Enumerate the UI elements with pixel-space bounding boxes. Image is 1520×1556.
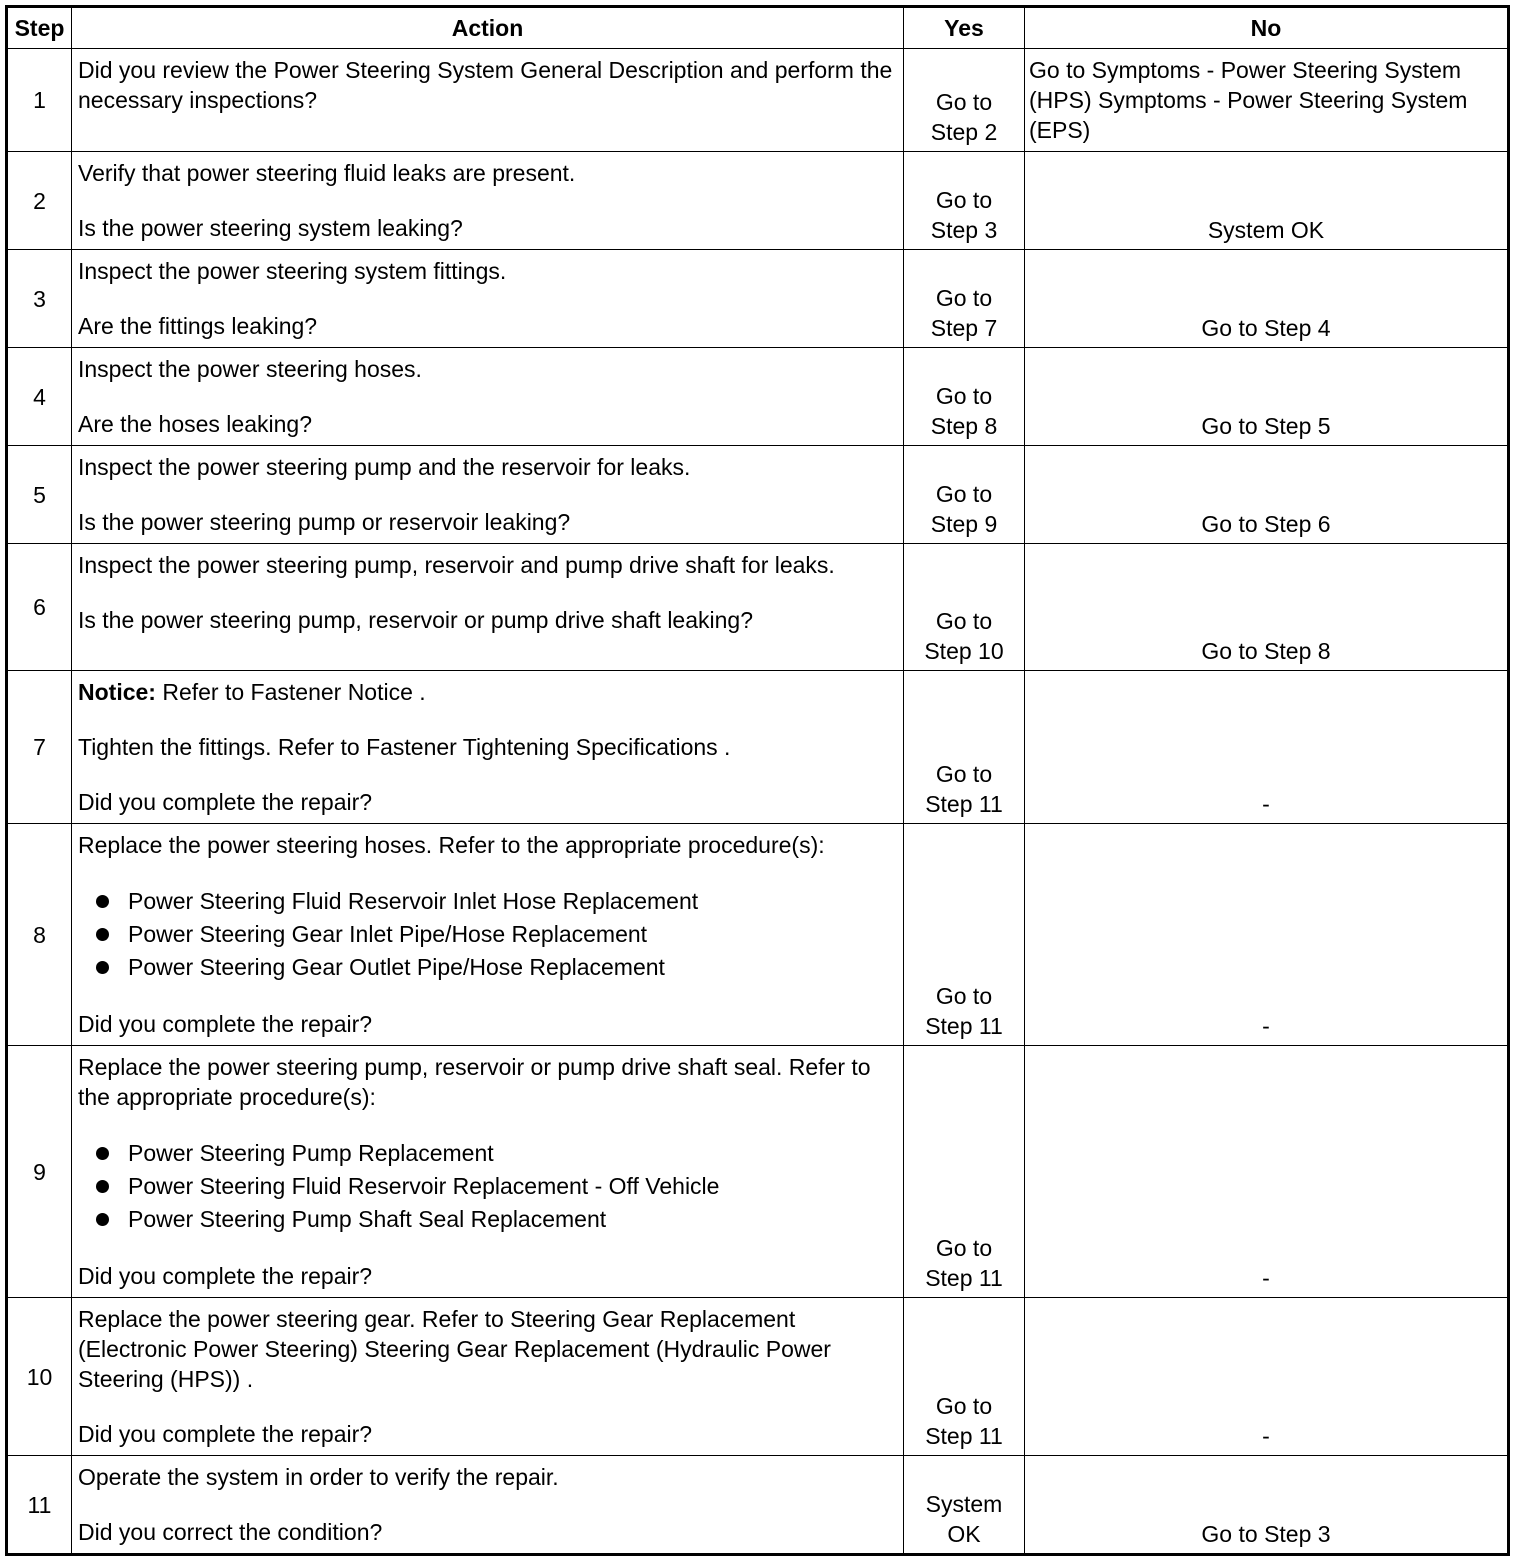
header-action: Action: [72, 7, 904, 49]
header-step: Step: [7, 7, 72, 49]
procedure-list: [78, 1137, 897, 1236]
action-cell: [72, 824, 904, 1046]
procedure-text: Power Steering Gear Inlet Pipe/Hose Replacement: [128, 921, 648, 947]
header-no: No: [1025, 7, 1509, 49]
no-cell: [1025, 824, 1509, 1046]
yes-text: Go to Step 11: [925, 1235, 1003, 1291]
action-cell: [72, 544, 904, 671]
yes-cell: [904, 250, 1025, 348]
no-text: -: [1262, 1423, 1270, 1449]
no-cell: [1025, 671, 1509, 824]
yes-text: Go to Step 8: [930, 383, 998, 439]
action-question: Is the power steering pump, reservoir or pump drive shaft leaking?: [78, 607, 753, 633]
action-text: Inspect the power steering pump, reservoir and pump drive shaft for leaks.: [78, 552, 835, 578]
step-number: 4: [7, 348, 72, 446]
list-item: [94, 951, 897, 984]
no-cell: [1025, 152, 1509, 250]
action-question: Did you correct the condition?: [78, 1519, 383, 1545]
list-item: [94, 918, 897, 951]
action-text: Replace the power steering pump, reservoir or pump drive shaft seal. Refer to the appropriate procedure(s):: [78, 1054, 871, 1110]
action-question: Did you complete the repair?: [78, 789, 373, 815]
step-number: 5: [7, 446, 72, 544]
table-row-step-4: [7, 348, 1509, 446]
action-cell: [72, 1298, 904, 1456]
table-row-step-5: [7, 446, 1509, 544]
action-cell: [72, 348, 904, 446]
table-row-step-9: [7, 1046, 1509, 1298]
yes-text: Go to Step 9: [930, 481, 998, 537]
table-row-step-3: [7, 250, 1509, 348]
no-text: -: [1262, 1265, 1270, 1291]
notice-line: [78, 677, 897, 707]
no-cell: [1025, 1456, 1509, 1555]
yes-text: Go to Step 2: [930, 89, 998, 145]
notice-text: Refer to Fastener Notice .: [155, 679, 426, 705]
action-cell: [72, 49, 904, 152]
bullet-icon: [96, 1180, 109, 1193]
yes-cell: [904, 348, 1025, 446]
procedure-list: [78, 885, 897, 984]
no-text: -: [1262, 791, 1270, 817]
yes-text: Go to Step 7: [930, 285, 998, 341]
action-cell: [72, 1456, 904, 1555]
action-question: Is the power steering system leaking?: [78, 215, 463, 241]
bullet-icon: [96, 928, 109, 941]
no-text: Go to Symptoms - Power Steering System (HPS) Symptoms - Power Steering System (EPS): [1029, 57, 1468, 143]
list-item: [94, 1203, 897, 1236]
no-cell: [1025, 446, 1509, 544]
action-text: Replace the power steering hoses. Refer to the appropriate procedure(s):: [78, 832, 825, 858]
action-question: Did you complete the repair?: [78, 1421, 373, 1447]
no-cell: [1025, 1046, 1509, 1298]
notice-label: Notice:: [78, 679, 156, 705]
bullet-icon: [96, 1213, 109, 1226]
yes-cell: [904, 1456, 1025, 1555]
procedure-text: Power Steering Gear Outlet Pipe/Hose Replacement: [128, 954, 665, 980]
no-text: Go to Step 3: [1201, 1521, 1331, 1547]
action-text: Did you review the Power Steering System General Description and perform the necessary inspections?: [78, 57, 893, 113]
procedure-text: Power Steering Pump Replacement: [128, 1140, 494, 1166]
header-yes: Yes: [904, 7, 1025, 49]
step-number: 7: [7, 671, 72, 824]
table-row-step-7: [7, 671, 1509, 824]
no-cell: [1025, 348, 1509, 446]
no-text: Go to Step 6: [1201, 511, 1331, 537]
table-row-step-10: [7, 1298, 1509, 1456]
procedure-text: Power Steering Fluid Reservoir Inlet Hose Replacement: [128, 888, 699, 914]
list-item: [94, 1170, 897, 1203]
no-text: Go to Step 5: [1201, 413, 1331, 439]
action-text: Inspect the power steering pump and the reservoir for leaks.: [78, 454, 691, 480]
action-cell: [72, 671, 904, 824]
action-cell: [72, 250, 904, 348]
no-cell: [1025, 49, 1509, 152]
action-cell: [72, 152, 904, 250]
step-number: 6: [7, 544, 72, 671]
yes-text: System OK: [925, 1491, 1003, 1547]
no-text: -: [1262, 1013, 1270, 1039]
step-number: 2: [7, 152, 72, 250]
action-text: Operate the system in order to verify the repair.: [78, 1464, 559, 1490]
step-number: 1: [7, 49, 72, 152]
bullet-icon: [96, 961, 109, 974]
table-row-step-8: [7, 824, 1509, 1046]
no-text: System OK: [1207, 217, 1325, 243]
no-cell: [1025, 250, 1509, 348]
action-question: Did you complete the repair?: [78, 1011, 373, 1037]
table-row-step-1: [7, 49, 1509, 152]
step-number: 9: [7, 1046, 72, 1298]
action-text: Replace the power steering gear. Refer to Steering Gear Replacement (Electronic Power Steering) Steering Gear Replacement (Hydraulic Power Steering (HPS)) .: [78, 1306, 831, 1392]
yes-cell: [904, 824, 1025, 1046]
header-row: [7, 7, 1509, 49]
procedure-text: Power Steering Fluid Reservoir Replacement - Off Vehicle: [128, 1173, 720, 1199]
yes-text: Go to Step 3: [930, 187, 998, 243]
yes-cell: [904, 1046, 1025, 1298]
action-text: Inspect the power steering system fittings.: [78, 258, 507, 284]
action-cell: [72, 446, 904, 544]
action-question: Did you complete the repair?: [78, 1263, 373, 1289]
no-text: Go to Step 8: [1201, 638, 1331, 664]
yes-text: Go to Step 11: [925, 983, 1003, 1039]
action-text: Verify that power steering fluid leaks are present.: [78, 160, 576, 186]
action-question: Is the power steering pump or reservoir leaking?: [78, 509, 571, 535]
action-text: Inspect the power steering hoses.: [78, 356, 422, 382]
list-item: [94, 1137, 897, 1170]
table-row-step-2: [7, 152, 1509, 250]
step-number: 11: [7, 1456, 72, 1555]
yes-text: Go to Step 11: [925, 1393, 1003, 1449]
yes-text: Go to Step 10: [924, 608, 1004, 664]
step-number: 3: [7, 250, 72, 348]
step-number: 8: [7, 824, 72, 1046]
no-cell: [1025, 1298, 1509, 1456]
step-number: 10: [7, 1298, 72, 1456]
action-text: Tighten the fittings. Refer to Fastener Tightening Specifications .: [78, 734, 731, 760]
bullet-icon: [96, 895, 109, 908]
yes-cell: [904, 446, 1025, 544]
table-row-step-11: [7, 1456, 1509, 1555]
yes-text: Go to Step 11: [925, 761, 1003, 817]
action-question: Are the fittings leaking?: [78, 313, 318, 339]
action-question: Are the hoses leaking?: [78, 411, 312, 437]
procedure-text: Power Steering Pump Shaft Seal Replacement: [128, 1206, 607, 1232]
action-cell: [72, 1046, 904, 1298]
yes-cell: [904, 152, 1025, 250]
bullet-icon: [96, 1147, 109, 1160]
table-row-step-6: [7, 544, 1509, 671]
yes-cell: [904, 544, 1025, 671]
yes-cell: [904, 1298, 1025, 1456]
diagnostic-table: [5, 5, 1510, 1556]
list-item: [94, 885, 897, 918]
no-text: Go to Step 4: [1201, 315, 1331, 341]
yes-cell: [904, 671, 1025, 824]
no-cell: [1025, 544, 1509, 671]
yes-cell: [904, 49, 1025, 152]
